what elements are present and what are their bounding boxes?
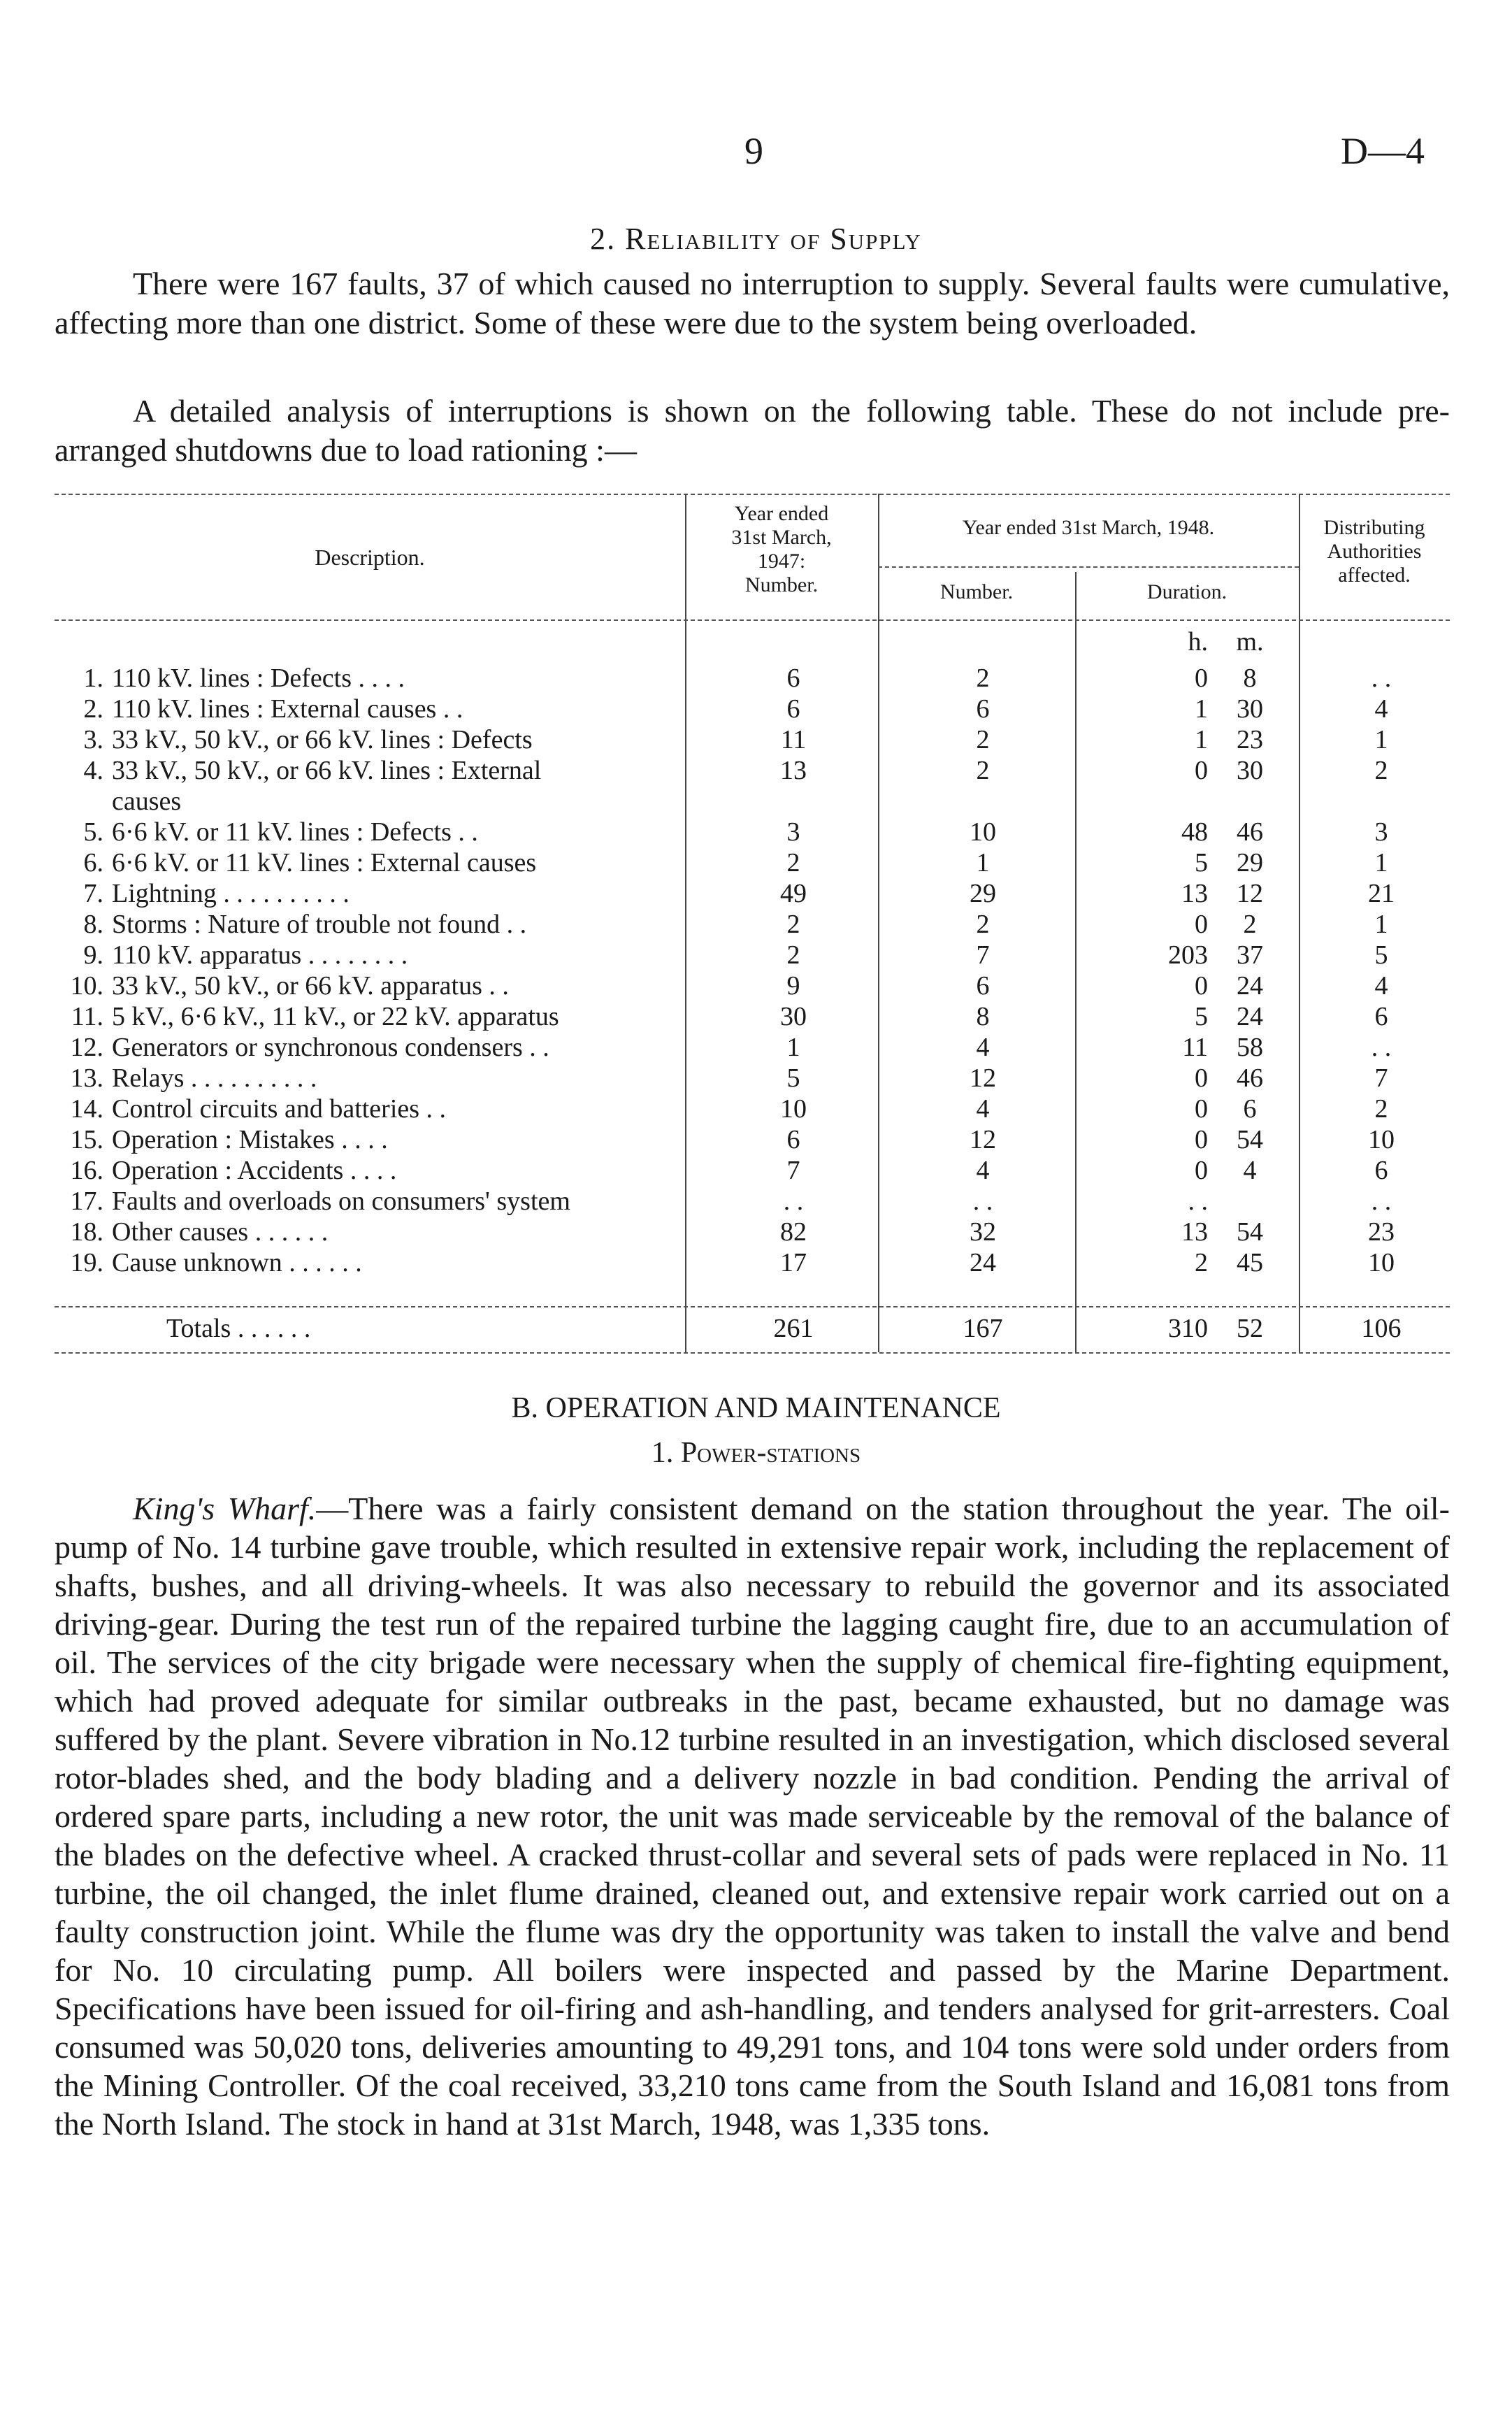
section-title-operation: B. OPERATION AND MAINTENANCE bbox=[511, 1392, 1001, 1424]
kings-wharf-paragraph: King's Wharf.—There was a fairly consistent demand on the station throughout the year. The oil-pump of No. 14 turbine gave trouble, which resulted in extensive repair work, including the replacement of shafts, bushes, and all driving-wheels. It was also necessary to rebuild the governor and its associated driving-gear. During the test run of the repaired turbine the lagging caught fire, due to an accumulation of oil. The services of the city brigade were necessary when the supply of chemical fire-fighting equipment, which had proved adequate for similar outbreaks in the past, became exhausted, but no damage was suffered by the plant. Severe vibration in No.12 turbine resulted in an investigation, which disclosed several rotor-blades shed, and the body blading and a delivery nozzle in bad condition. Pending the arrival of ordered spare parts, including a new rotor, the unit was made serviceable by the removal of the balance of the blades on the defective wheel. A cracked thrust-collar and several sets of pads were replaced in No. 11 turbine, the oil changed, the inlet flume drained, cleaned out, and extensive repair work carried out on a faulty construction joint. While the flume was dry the opportunity was taken to install the valve and bend for No. 10 circulating pump. All boilers were inspected and passed by the Marine Department. Specifications have been issued for oil-firing and ash-handling, and tenders analysed for grit-arresters. Coal consumed was 50,020 tons, deliveries amounting to 49,291 tons, and 104 tons were sold under orders from the Mining Controller. Of the coal received, 33,210 tons came from the South Island and 16,081 tons from the North Island. The stock in hand at 31st March, 1948, was 1,335 tons. bbox=[55, 1491, 1450, 2142]
cell-m: 8 bbox=[1243, 664, 1257, 693]
cell-number: 2 bbox=[976, 664, 990, 693]
cell-dist: 2 bbox=[1374, 756, 1388, 785]
cell-no: 7. bbox=[83, 879, 103, 908]
cell-m: 6 bbox=[1243, 1094, 1257, 1124]
cell-y1947: 6 bbox=[786, 1125, 800, 1154]
cell-h: 5 bbox=[1195, 848, 1208, 877]
minutes-unit: m. bbox=[1236, 627, 1264, 657]
cell-m: 2 bbox=[1243, 910, 1257, 939]
reliability-paragraph-2: A detailed analysis of interruptions is shown on the following table. These do not include pre-arranged shutdowns due to load rationing :— bbox=[55, 393, 1450, 468]
cell-h: 0 bbox=[1195, 910, 1208, 939]
interruptions-table bbox=[55, 488, 1450, 1355]
cell-h: 11 bbox=[1182, 1033, 1208, 1062]
cell-dist: . . bbox=[1371, 1187, 1392, 1216]
reliability-paragraph-1: There were 167 faults, 37 of which caused no interruption to supply. Several faults were cumulative, affecting more than one district. Some of these were due to the system being overloaded. bbox=[55, 266, 1450, 341]
cell-h: . . bbox=[1188, 1187, 1208, 1216]
cell-no: 4. bbox=[83, 756, 103, 785]
cell-no: 16. bbox=[70, 1156, 103, 1185]
cell-desc: 33 kV., 50 kV., or 66 kV. lines : Defects bbox=[112, 725, 533, 754]
cell-number: . . bbox=[972, 1187, 993, 1216]
cell-desc: 6·6 kV. or 11 kV. lines : Defects . . bbox=[112, 817, 478, 847]
cell-h: 13 bbox=[1181, 879, 1208, 908]
cell-y1947: 1 bbox=[786, 1033, 800, 1062]
cell-number: 2 bbox=[976, 725, 990, 754]
cell-desc: causes bbox=[112, 787, 182, 816]
cell-m: 4 bbox=[1243, 1156, 1257, 1185]
hours-unit: h. bbox=[1188, 627, 1208, 657]
cell-number: 6 bbox=[976, 694, 990, 724]
table-row bbox=[55, 694, 1450, 724]
cell-dist: 1 bbox=[1374, 848, 1388, 877]
cell-no: 17. bbox=[70, 1187, 103, 1216]
cell-desc: 5 kV., 6·6 kV., 11 kV., or 22 kV. apparatus bbox=[112, 1002, 559, 1031]
table-bottom-rule bbox=[55, 1352, 1450, 1354]
cell-no: 6. bbox=[83, 848, 103, 877]
cell-dist: 23 bbox=[1368, 1217, 1395, 1247]
cell-desc: 110 kV. lines : External causes . . bbox=[112, 694, 463, 724]
cell-h: 2 bbox=[1195, 1248, 1208, 1277]
cell-y1947: 10 bbox=[780, 1094, 807, 1124]
cell-dist: . . bbox=[1371, 1033, 1392, 1062]
cell-number: 29 bbox=[970, 879, 996, 908]
cell-number: 12 bbox=[970, 1063, 996, 1093]
cell-no: 13. bbox=[70, 1063, 103, 1093]
cell-dist: 5 bbox=[1374, 940, 1388, 970]
cell-h: 0 bbox=[1195, 1156, 1208, 1185]
cell-number: 6 bbox=[976, 971, 990, 1001]
cell-number: 24 bbox=[970, 1248, 996, 1277]
cell-no: 3. bbox=[83, 725, 103, 754]
cell-y1947: 13 bbox=[780, 756, 807, 785]
cell-m: 46 bbox=[1237, 1063, 1263, 1093]
cell-dist: 4 bbox=[1374, 971, 1388, 1001]
section-title-reliability: 2. Reliability of Supply bbox=[590, 222, 922, 256]
cell-h: 0 bbox=[1195, 1094, 1208, 1124]
cell-number: 2 bbox=[976, 910, 990, 939]
cell-desc: Operation : Accidents . . . . bbox=[112, 1156, 397, 1185]
table-row bbox=[55, 1063, 1450, 1094]
cell-dist: 6 bbox=[1374, 1156, 1388, 1185]
table-top-rule bbox=[55, 494, 1450, 495]
cell-number: 4 bbox=[976, 1033, 990, 1062]
subsection-title-power-stations: 1. Power-stations bbox=[651, 1437, 861, 1469]
cell-h: 0 bbox=[1195, 971, 1208, 1001]
cell-m: 24 bbox=[1237, 971, 1263, 1001]
table-row bbox=[55, 1247, 1450, 1278]
table-row bbox=[55, 1001, 1450, 1032]
cell-no: 12. bbox=[70, 1033, 103, 1062]
cell-desc: Control circuits and batteries . . bbox=[112, 1094, 447, 1124]
cell-m: 29 bbox=[1237, 848, 1263, 877]
cell-dist: 10 bbox=[1368, 1248, 1395, 1277]
cell-h: 13 bbox=[1181, 1217, 1208, 1247]
cell-m: 58 bbox=[1237, 1033, 1263, 1062]
cell-no: 1. bbox=[83, 664, 103, 693]
col-header-duration: Duration. bbox=[1146, 580, 1227, 603]
cell-desc: 6·6 kV. or 11 kV. lines : External causes bbox=[112, 848, 537, 877]
cell-h: 0 bbox=[1195, 664, 1208, 693]
table-row bbox=[55, 1155, 1450, 1186]
cell-desc: Cause unknown . . . . . . bbox=[112, 1248, 362, 1277]
cell-no: 15. bbox=[70, 1125, 103, 1154]
cell-no: 18. bbox=[70, 1217, 103, 1247]
col-header-description: Description. bbox=[315, 545, 425, 570]
cell-no: 19. bbox=[70, 1248, 103, 1277]
cell-number: 4 bbox=[976, 1094, 990, 1124]
cell-desc: 110 kV. apparatus . . . . . . . . bbox=[112, 940, 408, 970]
cell-m: 45 bbox=[1237, 1248, 1263, 1277]
cell-no: 9. bbox=[83, 940, 103, 970]
cell-desc: 33 kV., 50 kV., or 66 kV. lines : External bbox=[112, 756, 542, 785]
cell-y1947: 6 bbox=[786, 694, 800, 724]
header-sub-rule bbox=[878, 566, 1299, 568]
table-row bbox=[55, 909, 1450, 940]
cell-desc: Other causes . . . . . . bbox=[112, 1217, 329, 1247]
cell-m: 54 bbox=[1237, 1217, 1263, 1247]
cell-no: 8. bbox=[83, 910, 103, 939]
cell-h: 1 bbox=[1195, 694, 1208, 724]
cell-m: 23 bbox=[1237, 725, 1263, 754]
cell-m: 37 bbox=[1237, 940, 1263, 970]
cell-no: 5. bbox=[83, 817, 103, 847]
totals-minutes: 52 bbox=[1237, 1314, 1263, 1343]
col-header-year1948: Year ended 31st March, 1948. bbox=[962, 516, 1215, 539]
cell-h: 1 bbox=[1195, 725, 1208, 754]
duration-units-row bbox=[55, 626, 1450, 657]
cell-desc: Generators or synchronous condensers . . bbox=[112, 1033, 549, 1062]
cell-desc: Lightning . . . . . . . . . . bbox=[112, 879, 350, 908]
cell-number: 8 bbox=[976, 1002, 990, 1031]
cell-dist: 3 bbox=[1374, 817, 1388, 847]
cell-y1947: 82 bbox=[780, 1217, 807, 1247]
cell-no: 10. bbox=[70, 971, 103, 1001]
cell-y1947: 49 bbox=[780, 879, 807, 908]
cell-y1947: 17 bbox=[780, 1248, 807, 1277]
cell-number: 7 bbox=[976, 940, 990, 970]
table-row bbox=[55, 940, 1450, 970]
table-row bbox=[55, 663, 1450, 694]
cell-h: 0 bbox=[1195, 1125, 1208, 1154]
cell-number: 10 bbox=[970, 817, 996, 847]
cell-m: 30 bbox=[1237, 694, 1263, 724]
cell-dist: 21 bbox=[1368, 879, 1395, 908]
cell-desc: Relays . . . . . . . . . . bbox=[112, 1063, 317, 1093]
cell-y1947: 6 bbox=[786, 664, 800, 693]
totals-hours: 310 bbox=[1168, 1314, 1208, 1343]
cell-m: 46 bbox=[1237, 817, 1263, 847]
table-row bbox=[55, 1032, 1450, 1063]
table-row bbox=[55, 724, 1450, 755]
totals-distributing: 106 bbox=[1361, 1314, 1402, 1343]
cell-m: 24 bbox=[1237, 1002, 1263, 1031]
cell-h: 48 bbox=[1181, 817, 1208, 847]
cell-number: 32 bbox=[970, 1217, 996, 1247]
totals-1947: 261 bbox=[773, 1314, 814, 1343]
cell-dist: 7 bbox=[1374, 1063, 1388, 1093]
cell-number: 4 bbox=[976, 1156, 990, 1185]
totals-number: 167 bbox=[963, 1314, 1003, 1343]
cell-h: 0 bbox=[1195, 1063, 1208, 1093]
table-row bbox=[55, 817, 1450, 847]
document-reference: D—4 bbox=[1341, 130, 1425, 172]
cell-y1947: 11 bbox=[780, 725, 807, 754]
cell-number: 1 bbox=[976, 848, 990, 877]
cell-y1947: 2 bbox=[786, 848, 800, 877]
totals-label: Totals . . . . . . bbox=[166, 1314, 311, 1343]
header-bottom-rule bbox=[55, 619, 1450, 621]
cell-m: 30 bbox=[1237, 756, 1263, 785]
cell-dist: 4 bbox=[1374, 694, 1388, 724]
cell-dist: . . bbox=[1371, 664, 1392, 693]
cell-number: 2 bbox=[976, 756, 990, 785]
cell-y1947: . . bbox=[783, 1187, 804, 1216]
table-row bbox=[55, 878, 1450, 909]
cell-m: 12 bbox=[1237, 879, 1263, 908]
col-header-distributing: Distributing Authorities affected. bbox=[1323, 516, 1425, 587]
cell-no: 14. bbox=[70, 1094, 103, 1124]
table-row bbox=[55, 1217, 1450, 1247]
kings-wharf-lead: King's Wharf. bbox=[133, 1491, 317, 1526]
cell-no: 11. bbox=[71, 1002, 103, 1031]
table-row bbox=[55, 847, 1450, 878]
cell-dist: 2 bbox=[1374, 1094, 1388, 1124]
cell-h: 0 bbox=[1195, 756, 1208, 785]
cell-y1947: 2 bbox=[786, 940, 800, 970]
table-row bbox=[55, 1124, 1450, 1155]
cell-y1947: 9 bbox=[786, 971, 800, 1001]
cell-desc: 33 kV., 50 kV., or 66 kV. apparatus . . bbox=[112, 971, 509, 1001]
cell-y1947: 30 bbox=[780, 1002, 807, 1031]
cell-desc: 110 kV. lines : Defects . . . . bbox=[112, 664, 405, 693]
totals-row bbox=[55, 1313, 1450, 1344]
cell-number: 12 bbox=[970, 1125, 996, 1154]
cell-y1947: 2 bbox=[786, 910, 800, 939]
table-row bbox=[55, 970, 1450, 1001]
totals-top-rule bbox=[55, 1306, 1450, 1307]
cell-y1947: 3 bbox=[786, 817, 800, 847]
cell-dist: 1 bbox=[1374, 910, 1388, 939]
cell-y1947: 7 bbox=[786, 1156, 800, 1185]
cell-dist: 6 bbox=[1374, 1002, 1388, 1031]
page-number: 9 bbox=[744, 130, 763, 172]
cell-y1947: 5 bbox=[786, 1063, 800, 1093]
cell-desc: Faults and overloads on consumers' system bbox=[112, 1187, 570, 1216]
cell-h: 5 bbox=[1195, 1002, 1208, 1031]
col-header-year1947: Year ended 31st March, 1947: Number. bbox=[731, 502, 832, 596]
cell-desc: Operation : Mistakes . . . . bbox=[112, 1125, 388, 1154]
cell-no: 2. bbox=[83, 694, 103, 724]
col-header-number: Number. bbox=[939, 580, 1014, 603]
cell-m: 54 bbox=[1237, 1125, 1263, 1154]
cell-h: 203 bbox=[1168, 940, 1208, 970]
cell-desc: Storms : Nature of trouble not found . . bbox=[112, 910, 527, 939]
table-row bbox=[55, 1186, 1450, 1217]
table-row bbox=[55, 755, 1450, 786]
table-row bbox=[55, 1094, 1450, 1124]
cell-dist: 10 bbox=[1368, 1125, 1395, 1154]
table-row bbox=[55, 786, 1450, 817]
cell-dist: 1 bbox=[1374, 725, 1388, 754]
